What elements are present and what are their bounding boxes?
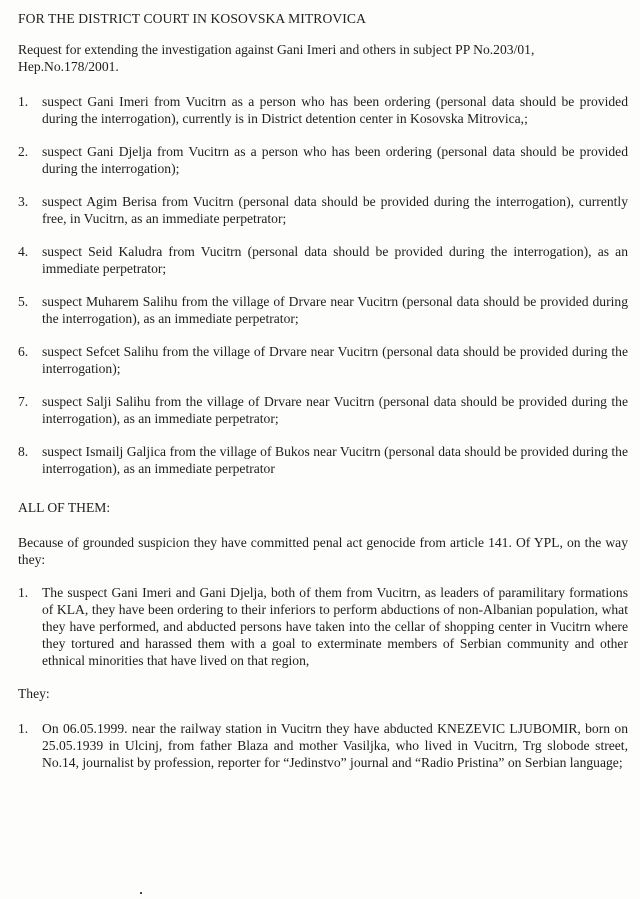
item-number: 3. xyxy=(18,194,29,209)
list-item xyxy=(18,193,628,227)
item-number: 6. xyxy=(18,344,29,359)
all-of-them-heading: ALL OF THEM: xyxy=(18,500,111,515)
item-text: suspect Salji Salihu from the village of Drvare near Vucitrn (personal data should be provided during the interrogation), as an immediate perpetrator; xyxy=(42,394,628,426)
item-text: suspect Muharem Salihu from the village of Drvare near Vucitrn (personal data should be provided during the interrogation), as an immediate perpetrator; xyxy=(42,294,628,326)
they-heading: They: xyxy=(18,686,50,701)
item-number: 4. xyxy=(18,244,29,259)
suspects-list xyxy=(18,93,628,477)
item-text: On 06.05.1999. near the railway station in Vucitrn they have abducted KNEZEVIC LJUBOMIR, born on 25.05.1939 in Ulcinj, from father Blaza and mother Vasiljka, who lived in Vucitrn, Trg slobode street, No.14, journalist by profession, reporter for “Jedinstvo” journal and “Radio Pristina” on Serbian language; xyxy=(42,721,628,770)
item-number: 7. xyxy=(18,394,29,409)
item-number: 5. xyxy=(18,294,29,309)
court-heading: FOR THE DISTRICT COURT IN KOSOVSKA MITROVICA xyxy=(18,11,366,26)
list-item xyxy=(18,584,628,669)
item-text: suspect Gani Imeri from Vucitrn as a person who has been ordering (personal data should be provided during the interrogation), currently is in District detention center in Kosovska Mitrovica,; xyxy=(42,94,628,126)
item-text: suspect Seid Kaludra from Vucitrn (personal data should be provided during the interrogation), as an immediate perpetrator; xyxy=(42,244,628,276)
suspicion-paragraph: Because of grounded suspicion they have committed penal act genocide from article 141. Of YPL, on the way they: xyxy=(18,535,628,567)
request-paragraph: Request for extending the investigation against Gani Imeri and others in subject PP No.203/01, Hep.No.178/2001. xyxy=(18,42,535,74)
item-text: suspect Ismailj Galjica from the village of Bukos near Vucitrn (personal data should be provided during the interrogation), as an immediate perpetrator xyxy=(42,444,628,476)
list-item xyxy=(18,393,628,427)
acts-list xyxy=(18,584,628,669)
list-item xyxy=(18,720,628,771)
item-text: suspect Sefcet Salihu from the village of Drvare near Vucitrn (personal data should be provided during the interrogation); xyxy=(42,344,628,376)
item-number: 2. xyxy=(18,144,29,159)
list-item xyxy=(18,93,628,127)
item-number: 1. xyxy=(18,585,29,600)
item-text: suspect Gani Djelja from Vucitrn as a person who has been ordering (personal data should be provided during the interrogation); xyxy=(42,144,628,176)
list-item xyxy=(18,343,628,377)
list-item xyxy=(18,443,628,477)
item-number: 8. xyxy=(18,444,29,459)
list-item xyxy=(18,293,628,327)
events-list xyxy=(18,720,628,771)
item-text: suspect Agim Berisa from Vucitrn (personal data should be provided during the interrogation), currently free, in Vucitrn, as an immediate perpetrator; xyxy=(42,194,628,226)
scan-speck xyxy=(140,892,142,894)
item-number: 1. xyxy=(18,721,29,736)
item-number: 1. xyxy=(18,94,29,109)
list-item xyxy=(18,243,628,277)
item-text: The suspect Gani Imeri and Gani Djelja, both of them from Vucitrn, as leaders of paramilitary formations of KLA, they have been ordering to their inferiors to perform abductions of non-Albanian population, what they have performed, and abducted persons have taken into the cellar of shopping center in Vucitrn where they tortured and harassed them with a goal to exterminate members of Serbian community and other ethnical minorities that have lived on that region, xyxy=(42,585,628,668)
list-item xyxy=(18,143,628,177)
